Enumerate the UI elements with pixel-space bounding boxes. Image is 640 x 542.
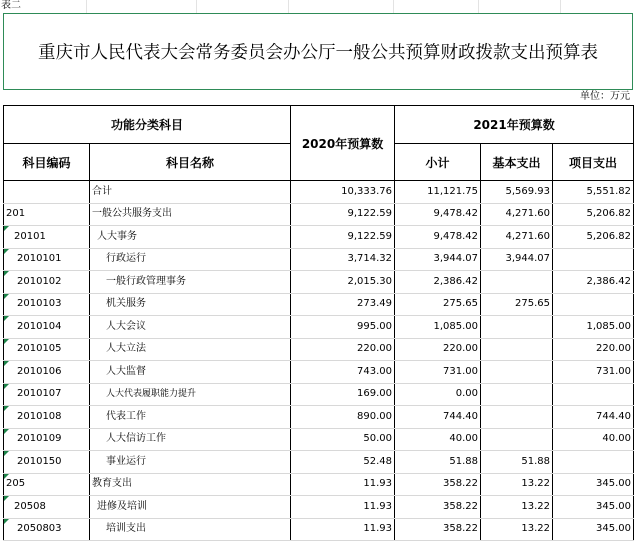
- cell-indicator-icon: [4, 226, 9, 231]
- cell-code-text: 2050803: [17, 523, 62, 535]
- cell-indicator-icon: [4, 474, 9, 479]
- cell-code[interactable]: [4, 293, 90, 316]
- cell-name[interactable]: 人大事务: [90, 226, 291, 249]
- cell-subtotal[interactable]: 358.22: [395, 473, 481, 496]
- cell-budget-2020[interactable]: 11.93: [291, 518, 395, 541]
- cell-budget-2020[interactable]: 50.00: [291, 428, 395, 451]
- cell-basic[interactable]: 51.88: [481, 451, 553, 474]
- table-row[interactable]: [4, 338, 634, 361]
- cell-code-text: 2010101: [17, 253, 62, 265]
- cell-name[interactable]: 机关服务: [90, 293, 291, 316]
- cell-basic[interactable]: [481, 271, 553, 294]
- cell-subtotal[interactable]: 0.00: [395, 383, 481, 406]
- cell-indicator-icon: [4, 249, 9, 254]
- header-function-group[interactable]: 功能分类科目: [4, 106, 291, 144]
- table-row[interactable]: [4, 248, 634, 271]
- cell-code-text: 2010105: [17, 343, 62, 355]
- cell-code-text: 2010103: [17, 298, 62, 310]
- cell-budget-2020[interactable]: 9,122.59: [291, 226, 395, 249]
- table-body: [4, 181, 634, 541]
- cell-code-text: 2010150: [17, 455, 62, 467]
- cell-basic[interactable]: [481, 383, 553, 406]
- cell-budget-2020[interactable]: 2,015.30: [291, 271, 395, 294]
- cell-name[interactable]: 人大会议: [90, 316, 291, 339]
- cell-budget-2020[interactable]: 890.00: [291, 406, 395, 429]
- cell-name[interactable]: 教育支出: [90, 473, 291, 496]
- cell-project[interactable]: 2,386.42: [553, 271, 634, 294]
- header-project[interactable]: 项目支出: [553, 144, 634, 181]
- cell-code-text: 2010102: [17, 275, 62, 287]
- cell-subtotal[interactable]: 358.22: [395, 518, 481, 541]
- table-row[interactable]: [4, 383, 634, 406]
- cell-code-text: 2010109: [17, 433, 62, 445]
- cell-project[interactable]: 5,551.82: [553, 181, 634, 204]
- cell-indicator-icon: [4, 519, 9, 524]
- cell-name[interactable]: 人大信访工作: [90, 428, 291, 451]
- cell-basic[interactable]: [481, 316, 553, 339]
- cell-basic[interactable]: 13.22: [481, 518, 553, 541]
- cell-code-text: 2010107: [17, 388, 62, 400]
- cell-subtotal[interactable]: 3,944.07: [395, 248, 481, 271]
- table-row[interactable]: [4, 271, 634, 294]
- table-row[interactable]: [4, 181, 634, 204]
- cell-budget-2020[interactable]: 273.49: [291, 293, 395, 316]
- cell-code[interactable]: [4, 428, 90, 451]
- cell-basic[interactable]: 275.65: [481, 293, 553, 316]
- cell-project[interactable]: 345.00: [553, 496, 634, 519]
- cell-project[interactable]: [553, 293, 634, 316]
- cell-code[interactable]: [4, 496, 90, 519]
- cell-code-text: 2010104: [17, 320, 62, 332]
- cell-project[interactable]: 345.00: [553, 518, 634, 541]
- table-row[interactable]: [4, 406, 634, 429]
- cell-subtotal[interactable]: 40.00: [395, 428, 481, 451]
- cell-code-text: 205: [6, 478, 26, 490]
- cell-code[interactable]: [4, 181, 90, 204]
- cell-name[interactable]: 代表工作: [90, 406, 291, 429]
- cell-indicator-icon: [4, 316, 9, 321]
- cell-indicator-icon: [4, 361, 9, 366]
- cell-indicator-icon: [4, 384, 9, 389]
- cell-code[interactable]: [4, 451, 90, 474]
- cell-name[interactable]: 人大监督: [90, 361, 291, 384]
- cell-subtotal[interactable]: 220.00: [395, 338, 481, 361]
- cell-basic[interactable]: 5,569.93: [481, 181, 553, 204]
- cell-code[interactable]: [4, 518, 90, 541]
- cell-indicator-icon: [4, 294, 9, 299]
- cell-code[interactable]: [4, 248, 90, 271]
- page-title[interactable]: 重庆市人民代表大会常务委员会办公厅一般公共预算财政拨款支出预算表: [3, 13, 633, 90]
- cell-subtotal[interactable]: 9,478.42: [395, 226, 481, 249]
- cell-project[interactable]: [553, 383, 634, 406]
- cell-budget-2020[interactable]: 169.00: [291, 383, 395, 406]
- header-basic[interactable]: 基本支出: [481, 144, 553, 181]
- cell-basic[interactable]: 13.22: [481, 496, 553, 519]
- cell-name[interactable]: 人大立法: [90, 338, 291, 361]
- table-row[interactable]: [4, 361, 634, 384]
- cell-basic[interactable]: [481, 428, 553, 451]
- cell-project[interactable]: [553, 451, 634, 474]
- cell-budget-2020[interactable]: 10,333.76: [291, 181, 395, 204]
- cell-basic[interactable]: [481, 361, 553, 384]
- cell-project[interactable]: [553, 248, 634, 271]
- table-row[interactable]: [4, 428, 634, 451]
- cell-name[interactable]: 事业运行: [90, 451, 291, 474]
- header-name[interactable]: 科目名称: [90, 144, 291, 181]
- budget-table: [3, 105, 634, 541]
- cell-subtotal[interactable]: 9,478.42: [395, 203, 481, 226]
- cell-code[interactable]: [4, 271, 90, 294]
- cell-name[interactable]: 进修及培训: [90, 496, 291, 519]
- table-row[interactable]: [4, 316, 634, 339]
- cell-project[interactable]: 731.00: [553, 361, 634, 384]
- cell-budget-2020[interactable]: 11.93: [291, 496, 395, 519]
- cell-basic[interactable]: 4,271.60: [481, 203, 553, 226]
- cell-budget-2020[interactable]: 743.00: [291, 361, 395, 384]
- cell-project[interactable]: 345.00: [553, 473, 634, 496]
- cell-code[interactable]: [4, 316, 90, 339]
- cell-code[interactable]: [4, 361, 90, 384]
- cell-basic[interactable]: 4,271.60: [481, 226, 553, 249]
- cell-basic[interactable]: 13.22: [481, 473, 553, 496]
- header-subtotal[interactable]: 小计: [395, 144, 481, 181]
- cell-code-text: 2010106: [17, 365, 62, 377]
- cell-indicator-icon: [4, 406, 9, 411]
- header-budget-2020[interactable]: 2020年预算数: [291, 106, 395, 181]
- table-row[interactable]: [4, 496, 634, 519]
- cell-indicator-icon: [4, 429, 9, 434]
- cell-indicator-icon: [4, 451, 9, 456]
- cell-code-text: 20101: [14, 230, 46, 242]
- table-row[interactable]: [4, 226, 634, 249]
- cell-budget-2020[interactable]: 220.00: [291, 338, 395, 361]
- cell-code-text: 2010108: [17, 410, 62, 422]
- cell-project[interactable]: 5,206.82: [553, 203, 634, 226]
- cell-name[interactable]: 培训支出: [90, 518, 291, 541]
- table-row[interactable]: [4, 293, 634, 316]
- cell-project[interactable]: 5,206.82: [553, 226, 634, 249]
- cell-project[interactable]: 1,085.00: [553, 316, 634, 339]
- cell-budget-2020[interactable]: 3,714.32: [291, 248, 395, 271]
- cell-code[interactable]: 201: [4, 203, 90, 226]
- header-code[interactable]: 科目编码: [4, 144, 90, 181]
- cell-code[interactable]: [4, 383, 90, 406]
- cell-basic[interactable]: [481, 338, 553, 361]
- cell-code[interactable]: [4, 473, 90, 496]
- table-row[interactable]: [4, 203, 634, 226]
- cell-name[interactable]: 人大代表履职能力提升: [90, 383, 291, 406]
- cell-subtotal[interactable]: 2,386.42: [395, 271, 481, 294]
- sheet-label: 表二: [1, 0, 21, 11]
- sheet-gridlines: [0, 0, 640, 13]
- cell-subtotal[interactable]: 744.40: [395, 406, 481, 429]
- cell-code[interactable]: [4, 406, 90, 429]
- cell-name[interactable]: 合计: [90, 181, 291, 204]
- cell-basic[interactable]: 3,944.07: [481, 248, 553, 271]
- cell-indicator-icon: [4, 339, 9, 344]
- cell-project[interactable]: 40.00: [553, 428, 634, 451]
- cell-project[interactable]: 744.40: [553, 406, 634, 429]
- cell-budget-2020[interactable]: 11.93: [291, 473, 395, 496]
- cell-name[interactable]: 行政运行: [90, 248, 291, 271]
- cell-indicator-icon: [4, 496, 9, 501]
- cell-indicator-icon: [4, 271, 9, 276]
- cell-basic[interactable]: [481, 406, 553, 429]
- cell-name[interactable]: 一般行政管理事务: [90, 271, 291, 294]
- cell-code[interactable]: [4, 226, 90, 249]
- cell-subtotal[interactable]: 358.22: [395, 496, 481, 519]
- table-row[interactable]: [4, 451, 634, 474]
- cell-subtotal[interactable]: 731.00: [395, 361, 481, 384]
- cell-subtotal[interactable]: 11,121.75: [395, 181, 481, 204]
- table-row[interactable]: [4, 473, 634, 496]
- cell-code-text: 20508: [14, 500, 46, 512]
- cell-name[interactable]: 一般公共服务支出: [90, 203, 291, 226]
- unit-label: 单位：万元: [580, 91, 630, 102]
- cell-budget-2020[interactable]: 9,122.59: [291, 203, 395, 226]
- cell-project[interactable]: 220.00: [553, 338, 634, 361]
- header-budget-2021[interactable]: 2021年预算数: [395, 106, 634, 144]
- cell-subtotal[interactable]: 1,085.00: [395, 316, 481, 339]
- cell-code[interactable]: [4, 338, 90, 361]
- cell-budget-2020[interactable]: 52.48: [291, 451, 395, 474]
- cell-subtotal[interactable]: 275.65: [395, 293, 481, 316]
- table-row[interactable]: [4, 518, 634, 541]
- cell-budget-2020[interactable]: 995.00: [291, 316, 395, 339]
- cell-subtotal[interactable]: 51.88: [395, 451, 481, 474]
